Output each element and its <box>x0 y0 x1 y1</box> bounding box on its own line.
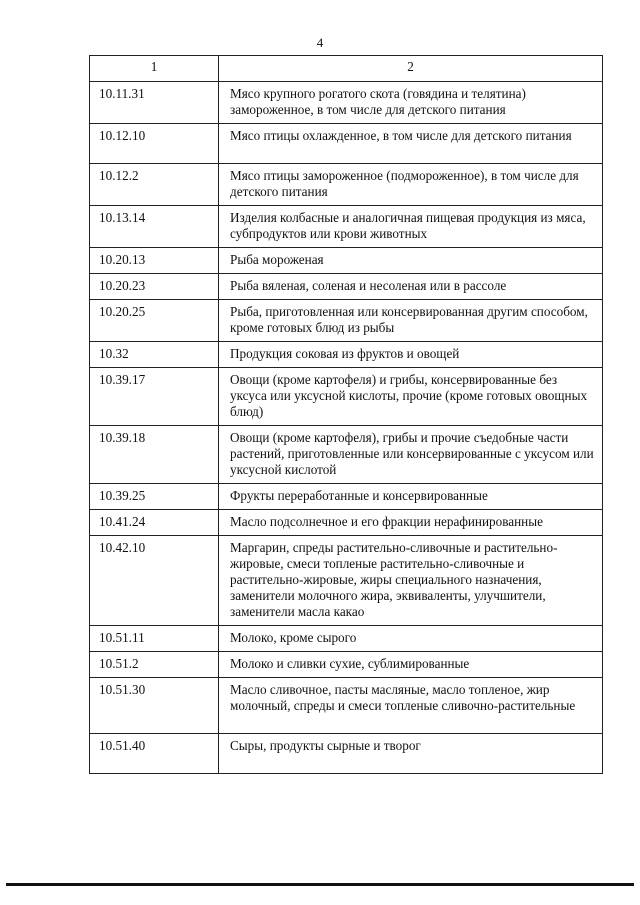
product-description: Сыры, продукты сырные и творог <box>219 734 603 774</box>
product-code-table <box>89 55 603 774</box>
product-code: 10.11.31 <box>90 82 219 124</box>
page-number: 4 <box>316 35 324 50</box>
product-description: Фрукты переработанные и консервированные <box>219 484 603 510</box>
product-description: Овощи (кроме картофеля) и грибы, консервированные без уксуса или уксусной кислоты, прочие (кроме готовых овощных блюд) <box>219 368 603 426</box>
table-row <box>90 484 603 510</box>
table-row <box>90 368 603 426</box>
product-code: 10.32 <box>90 342 219 368</box>
table-header-row <box>90 56 603 82</box>
table-row <box>90 206 603 248</box>
product-description: Маргарин, спреды растительно-сливочные и растительно-жировые, смеси топленые растительно-сливочные и растительно-жировые, жиры специального назначения, заменители молочного жира, эквиваленты, улучшители, заменители масла какао <box>219 536 603 626</box>
product-description: Рыба, приготовленная или консервированная другим способом, кроме готовых блюд из рыбы <box>219 300 603 342</box>
product-code: 10.39.18 <box>90 426 219 484</box>
table-row <box>90 426 603 484</box>
table-row <box>90 300 603 342</box>
product-code: 10.51.40 <box>90 734 219 774</box>
header-column-2: 2 <box>219 56 603 82</box>
product-code: 10.20.23 <box>90 274 219 300</box>
product-code: 10.39.25 <box>90 484 219 510</box>
table-row <box>90 536 603 626</box>
product-code: 10.51.30 <box>90 678 219 734</box>
product-code: 10.12.2 <box>90 164 219 206</box>
table-row <box>90 652 603 678</box>
product-code: 10.42.10 <box>90 536 219 626</box>
product-description: Изделия колбасные и аналогичная пищевая продукция из мяса, субпродуктов или крови животных <box>219 206 603 248</box>
product-description: Мясо птицы замороженное (подмороженное), в том числе для детского питания <box>219 164 603 206</box>
table-row <box>90 248 603 274</box>
product-code: 10.20.13 <box>90 248 219 274</box>
product-code: 10.51.2 <box>90 652 219 678</box>
product-description: Овощи (кроме картофеля), грибы и прочие съедобные части растений, приготовленные или консервированные с уксусом или уксусной кислотой <box>219 426 603 484</box>
product-description: Рыба вяленая, соленая и несоленая или в рассоле <box>219 274 603 300</box>
table-row <box>90 274 603 300</box>
product-description: Масло сливочное, пасты масляные, масло топленое, жир молочный, спреды и смеси топленые сливочно-растительные <box>219 678 603 734</box>
header-column-1: 1 <box>90 56 219 82</box>
table-row <box>90 342 603 368</box>
product-code: 10.13.14 <box>90 206 219 248</box>
table-row <box>90 734 603 774</box>
table-row <box>90 82 603 124</box>
product-description: Рыба мороженая <box>219 248 603 274</box>
product-code: 10.12.10 <box>90 124 219 164</box>
product-description: Мясо крупного рогатого скота (говядина и телятина) замороженное, в том числе для детского питания <box>219 82 603 124</box>
product-description: Мясо птицы охлажденное, в том числе для детского питания <box>219 124 603 164</box>
product-description: Молоко, кроме сырого <box>219 626 603 652</box>
product-code: 10.41.24 <box>90 510 219 536</box>
product-code: 10.39.17 <box>90 368 219 426</box>
table-row <box>90 164 603 206</box>
product-code: 10.51.11 <box>90 626 219 652</box>
table-row <box>90 626 603 652</box>
table-row <box>90 124 603 164</box>
table-row <box>90 678 603 734</box>
table-row <box>90 510 603 536</box>
product-description: Масло подсолнечное и его фракции нерафинированные <box>219 510 603 536</box>
product-description: Продукция соковая из фруктов и овощей <box>219 342 603 368</box>
product-description: Молоко и сливки сухие, сублимированные <box>219 652 603 678</box>
bottom-rule <box>6 883 634 886</box>
product-code: 10.20.25 <box>90 300 219 342</box>
